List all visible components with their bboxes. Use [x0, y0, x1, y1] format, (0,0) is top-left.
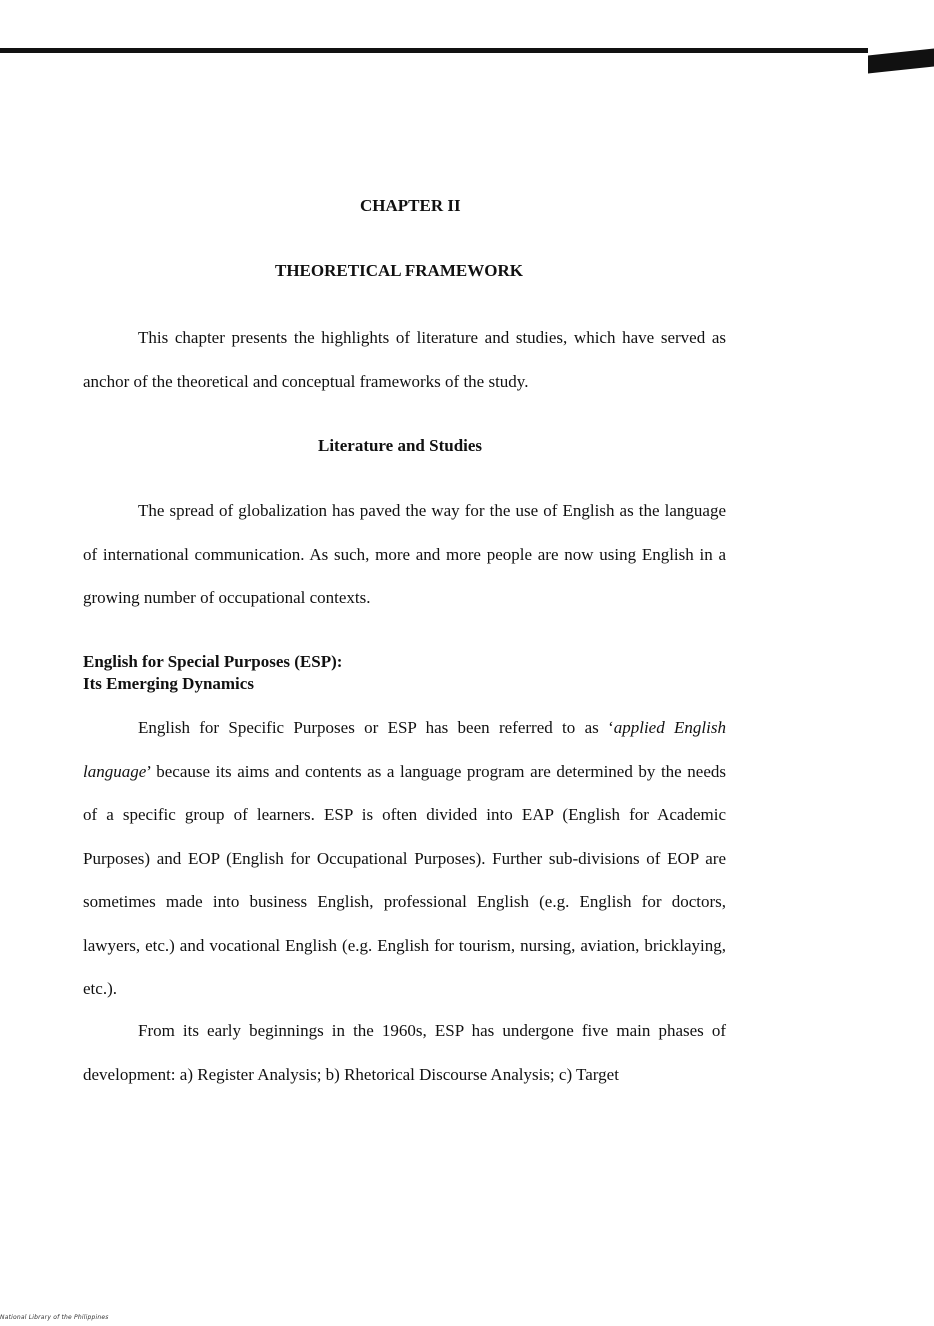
top-scan-rule-edge: [868, 49, 934, 74]
esp-heading-line1: English for Special Purposes (ESP):: [83, 652, 343, 671]
esp-section-heading: [83, 651, 342, 695]
footer-watermark: National Library of the Philippines: [0, 1314, 109, 1321]
chapter-label: CHAPTER II: [360, 196, 461, 215]
literature-paragraph: The spread of globalization has paved the way for the use of English as the language of international communication. As such, more and more people are now using English in a growing number of occupational contexts.: [83, 501, 726, 607]
esp-paragraph-1: [83, 706, 726, 1011]
chapter-title: THEORETICAL FRAMEWORK: [275, 261, 523, 280]
literature-heading: Literature and Studies: [318, 436, 483, 455]
esp-paragraph-1-start: English for Specific Purposes or ESP has been referred to as ‘: [138, 718, 614, 737]
esp-paragraph-1-italic-term: applied English language: [83, 718, 726, 781]
intro-paragraph: This chapter presents the highlights of literature and studies, which have served as anchor of the theoretical and conceptual frameworks of the study.: [83, 328, 726, 391]
esp-paragraph-1-rest: ’ because its aims and contents as a language program are determined by the needs of a specific group of learners. ESP is often divided into EAP (English for Academic Purposes) and EOP (English for Occupational Purposes). Further sub-divisions of EOP are sometimes made into business English, professional English (e.g. English for doctors, lawyers, etc.) and vocational English (e.g. English for tourism, nursing, aviation, bricklaying, etc.).: [83, 761, 726, 998]
top-scan-rule: [0, 48, 868, 53]
esp-heading-line2: Its Emerging Dynamics: [83, 674, 254, 693]
esp-paragraph-2: From its early beginnings in the 1960s, ESP has undergone five main phases of development: a) Register Analysis; b) Rhetorical Discourse Analysis; c) Target: [83, 1021, 726, 1084]
